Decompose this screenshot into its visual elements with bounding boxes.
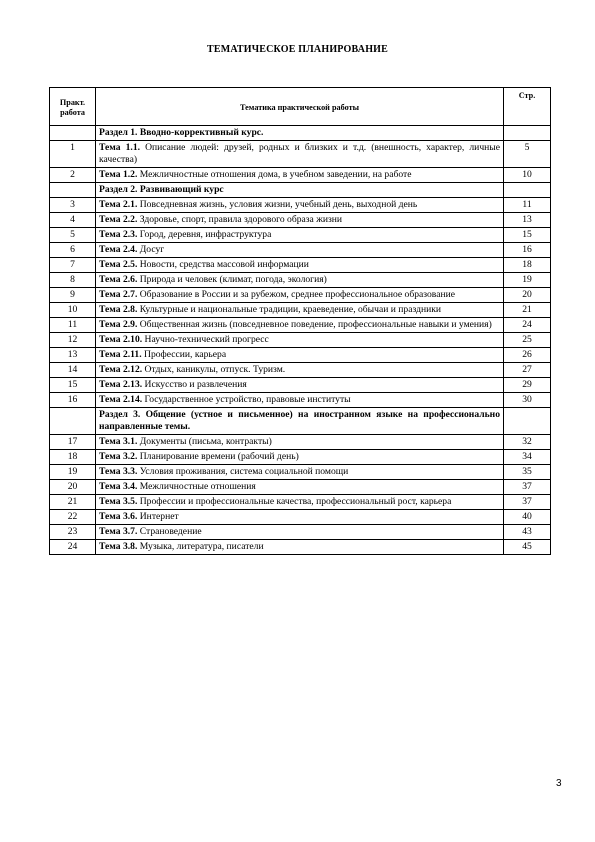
topic-text: Музыка, литература, писатели <box>137 540 264 552</box>
row-page <box>504 182 551 197</box>
table-row <box>50 392 551 407</box>
row-topic <box>96 317 504 332</box>
topic-text: Интернет <box>137 510 179 522</box>
topic-label: Тема 2.4. <box>99 243 138 255</box>
row-number: 21 <box>50 494 96 509</box>
row-topic <box>96 197 504 212</box>
topic-text: Описание людей: друзей, родных и близких и т.д. (внешность, характер, личные качества) <box>99 141 500 165</box>
topic-text: Документы (письма, контракты) <box>137 435 272 447</box>
table-row <box>50 449 551 464</box>
topics-table <box>49 87 551 555</box>
table-row <box>50 524 551 539</box>
topic-label: Тема 2.12. <box>99 363 143 375</box>
topic-label: Тема 3.1. <box>99 435 138 447</box>
topic-label: Тема 2.9. <box>99 318 138 330</box>
row-topic <box>96 434 504 449</box>
table-row <box>50 212 551 227</box>
topic-label: Тема 2.8. <box>99 303 138 315</box>
row-number: 18 <box>50 449 96 464</box>
row-topic <box>96 392 504 407</box>
row-page: 5 <box>504 140 551 167</box>
row-page: 29 <box>504 377 551 392</box>
topic-text: Научно-технический прогресс <box>142 333 269 345</box>
row-topic <box>96 464 504 479</box>
row-number: 10 <box>50 302 96 317</box>
section-row <box>50 126 551 141</box>
row-page: 37 <box>504 494 551 509</box>
row-number: 12 <box>50 332 96 347</box>
table-row <box>50 494 551 509</box>
topic-text: Условия проживания, система социальной помощи <box>137 465 349 477</box>
row-topic <box>96 494 504 509</box>
row-page: 24 <box>504 317 551 332</box>
row-number: 15 <box>50 377 96 392</box>
table-row <box>50 317 551 332</box>
row-number: 23 <box>50 524 96 539</box>
section-label: Раздел 1. Вводно-коррективный курс. <box>99 127 264 138</box>
row-topic <box>96 524 504 539</box>
table-row <box>50 257 551 272</box>
topic-label: Тема 3.4. <box>99 480 138 492</box>
row-topic <box>96 362 504 377</box>
row-topic <box>96 539 504 554</box>
table-row <box>50 479 551 494</box>
table-row <box>50 227 551 242</box>
topic-label: Тема 3.6. <box>99 510 138 522</box>
section-label: Раздел 3. Общение (устное и письменное) на иностранном языке на профессионально направленные темы. <box>99 408 500 432</box>
row-number: 8 <box>50 272 96 287</box>
row-page: 35 <box>504 464 551 479</box>
table-row <box>50 332 551 347</box>
row-topic <box>96 347 504 362</box>
table-header-row <box>50 88 551 126</box>
topic-label: Тема 1.2. <box>99 168 138 180</box>
row-page: 19 <box>504 272 551 287</box>
row-number: 7 <box>50 257 96 272</box>
topic-text: Общественная жизнь (повседневное поведение, профессиональные навыки и умения) <box>137 318 492 330</box>
topic-text: Отдых, каникулы, отпуск. Туризм. <box>142 363 286 375</box>
row-number: 4 <box>50 212 96 227</box>
table-row <box>50 509 551 524</box>
section-row <box>50 182 551 197</box>
header-topic: Тематика практической работы <box>96 88 504 126</box>
table-row <box>50 287 551 302</box>
row-topic <box>96 140 504 167</box>
topic-label: Тема 2.5. <box>99 258 138 270</box>
row-topic <box>96 479 504 494</box>
row-number: 2 <box>50 167 96 182</box>
section-row <box>50 407 551 434</box>
row-number <box>50 407 96 434</box>
row-number: 11 <box>50 317 96 332</box>
topic-label: Тема 2.1. <box>99 198 138 210</box>
header-page: Стр. <box>504 88 551 126</box>
row-page: 45 <box>504 539 551 554</box>
row-number: 16 <box>50 392 96 407</box>
table-row <box>50 362 551 377</box>
row-topic <box>96 377 504 392</box>
topic-label: Тема 2.7. <box>99 288 138 300</box>
topic-text: Новости, средства массовой информации <box>137 258 309 270</box>
topic-text: Образование в России и за рубежом, среднее профессиональное образование <box>137 288 455 300</box>
header-num: Практ. работа <box>50 88 96 126</box>
topic-text: Повседневная жизнь, условия жизни, учебный день, выходной день <box>137 198 418 210</box>
row-page: 25 <box>504 332 551 347</box>
topic-text: Здоровье, спорт, правила здорового образа жизни <box>137 213 343 225</box>
table-row <box>50 167 551 182</box>
row-number: 19 <box>50 464 96 479</box>
table-row <box>50 464 551 479</box>
topic-label: Тема 3.3. <box>99 465 138 477</box>
topic-text: Межличностные отношения <box>137 480 256 492</box>
topic-label: Тема 3.7. <box>99 525 138 537</box>
row-page: 26 <box>504 347 551 362</box>
row-topic <box>96 332 504 347</box>
row-topic <box>96 302 504 317</box>
topic-label: Тема 2.6. <box>99 273 138 285</box>
row-topic <box>96 242 504 257</box>
topic-label: Тема 3.8. <box>99 540 138 552</box>
topic-label: Тема 2.10. <box>99 333 143 345</box>
row-page: 15 <box>504 227 551 242</box>
row-topic <box>96 257 504 272</box>
row-topic <box>96 509 504 524</box>
row-page: 27 <box>504 362 551 377</box>
row-topic <box>96 449 504 464</box>
row-topic <box>96 212 504 227</box>
row-number: 6 <box>50 242 96 257</box>
topic-label: Тема 3.5. <box>99 495 138 507</box>
topic-text: Профессии и профессиональные качества, профессиональный рост, карьера <box>137 495 452 507</box>
row-page: 11 <box>504 197 551 212</box>
row-page: 16 <box>504 242 551 257</box>
row-page: 43 <box>504 524 551 539</box>
topic-label: Тема 1.1. <box>99 141 141 153</box>
row-topic <box>96 182 504 197</box>
row-page: 30 <box>504 392 551 407</box>
topic-text: Город, деревня, инфраструктура <box>137 228 272 240</box>
row-number: 20 <box>50 479 96 494</box>
topic-label: Тема 2.11. <box>99 348 142 360</box>
row-number: 1 <box>50 140 96 167</box>
table-row <box>50 434 551 449</box>
table-row <box>50 539 551 554</box>
table-row <box>50 302 551 317</box>
topic-text: Досуг <box>137 243 165 255</box>
document-title: ТЕМАТИЧЕСКОЕ ПЛАНИРОВАНИЕ <box>206 44 389 55</box>
row-number: 17 <box>50 434 96 449</box>
table-row <box>50 272 551 287</box>
topic-text: Межличностные отношения дома, в учебном заведении, на работе <box>137 168 412 180</box>
row-page <box>504 126 551 141</box>
row-page: 34 <box>504 449 551 464</box>
row-number: 5 <box>50 227 96 242</box>
row-topic <box>96 407 504 434</box>
row-topic <box>96 287 504 302</box>
row-number <box>50 126 96 141</box>
row-page: 32 <box>504 434 551 449</box>
row-number <box>50 182 96 197</box>
row-number: 24 <box>50 539 96 554</box>
topic-text: Природа и человек (климат, погода, экология) <box>137 273 327 285</box>
row-page: 13 <box>504 212 551 227</box>
row-topic <box>96 272 504 287</box>
row-number: 14 <box>50 362 96 377</box>
topic-label: Тема 2.13. <box>99 378 143 390</box>
topic-text: Государственное устройство, правовые институты <box>142 393 351 405</box>
row-number: 13 <box>50 347 96 362</box>
row-page <box>504 407 551 434</box>
row-page: 18 <box>504 257 551 272</box>
table-row <box>50 197 551 212</box>
row-topic <box>96 126 504 141</box>
table-row <box>50 242 551 257</box>
topic-text: Планирование времени (рабочий день) <box>137 450 299 462</box>
topic-label: Тема 2.3. <box>99 228 138 240</box>
page-number: 3 <box>556 778 562 789</box>
row-page: 37 <box>504 479 551 494</box>
row-page: 21 <box>504 302 551 317</box>
topic-label: Тема 3.2. <box>99 450 138 462</box>
topic-label: Тема 2.14. <box>99 393 143 405</box>
topic-text: Страноведение <box>137 525 202 537</box>
row-page: 10 <box>504 167 551 182</box>
row-topic <box>96 167 504 182</box>
section-label: Раздел 2. Развивающий курс <box>99 183 224 195</box>
topic-label: Тема 2.2. <box>99 213 138 225</box>
table-row <box>50 347 551 362</box>
row-number: 9 <box>50 287 96 302</box>
row-number: 3 <box>50 197 96 212</box>
row-page: 40 <box>504 509 551 524</box>
topic-text: Искусство и развлечения <box>142 378 247 390</box>
topic-text: Культурные и национальные традиции, краеведение, обычаи и праздники <box>137 303 442 315</box>
row-topic <box>96 227 504 242</box>
topic-text: Профессии, карьера <box>141 348 227 360</box>
table-row <box>50 377 551 392</box>
row-number: 22 <box>50 509 96 524</box>
row-page: 20 <box>504 287 551 302</box>
table-row <box>50 140 551 167</box>
